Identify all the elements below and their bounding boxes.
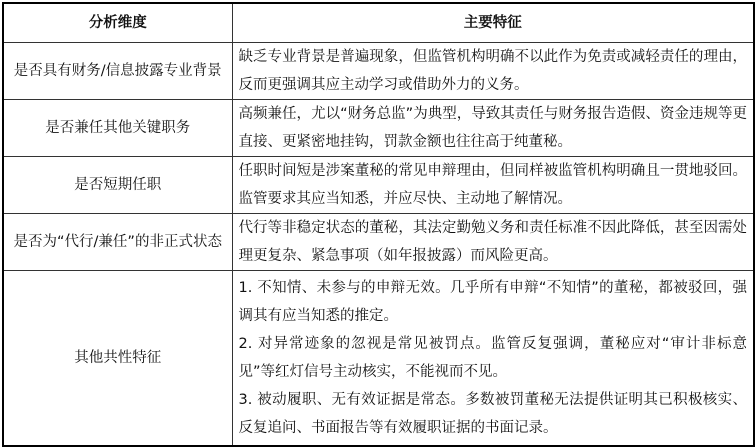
feature-item: 2. 对异常迹象的忽视是常见被罚点。监管反复强调，董秘应对“审计非标意见”等红灯信号主动核实，不能视而不见。 [238,336,747,380]
header-dimension: 分析维度 [3,3,232,43]
feature-cell: 缺乏专业背景是普遍现象，但监管机构明确不以此作为免责或减轻责任的理由，反而更强调其应主动学习或借助外力的义务。 [232,43,754,100]
dimension-cell: 其他共性特征 [3,271,232,447]
header-row [3,3,754,43]
feature-item: 1. 不知情、未参与的申辩无效。几乎所有申辩“不知情”的董秘，都被驳回，强调其有应当知悉的推定。 [238,280,747,324]
feature-item: 3. 被动履职、无有效证据是常态。多数被罚董秘无法提供证明其已积极核实、反复追问、书面报告等有效履职证据的书面记录。 [238,392,747,436]
dimension-cell: 是否具有财务/信息披露专业背景 [3,43,232,100]
feature-cell: 代行等非稳定状态的董秘，其法定勤勉义务和责任标准不因此降低，甚至因需处理更复杂、紧急事项（如年报披露）而风险更高。 [232,214,754,271]
table-row [3,100,754,157]
dimension-cell: 是否为“代行/兼任”的非正式状态 [3,214,232,271]
feature-cell [232,271,754,447]
dimension-cell: 是否兼任其他关键职务 [3,100,232,157]
dimension-cell: 是否短期任职 [3,157,232,214]
feature-cell: 任职时间短是涉案董秘的常见申辩理由，但同样被监管机构明确且一贯地驳回。监管要求其应当知悉，并应尽快、主动地了解情况。 [232,157,754,214]
feature-cell: 高频兼任，尤以“财务总监”为典型，导致其责任与财务报告造假、资金违规等更直接、更紧密地挂钩，罚款金额也往往高于纯董秘。 [232,100,754,157]
table-row [3,214,754,271]
table-row [3,271,754,447]
table-row [3,157,754,214]
analysis-table [2,2,755,447]
table-row [3,43,754,100]
header-feature: 主要特征 [232,3,754,43]
